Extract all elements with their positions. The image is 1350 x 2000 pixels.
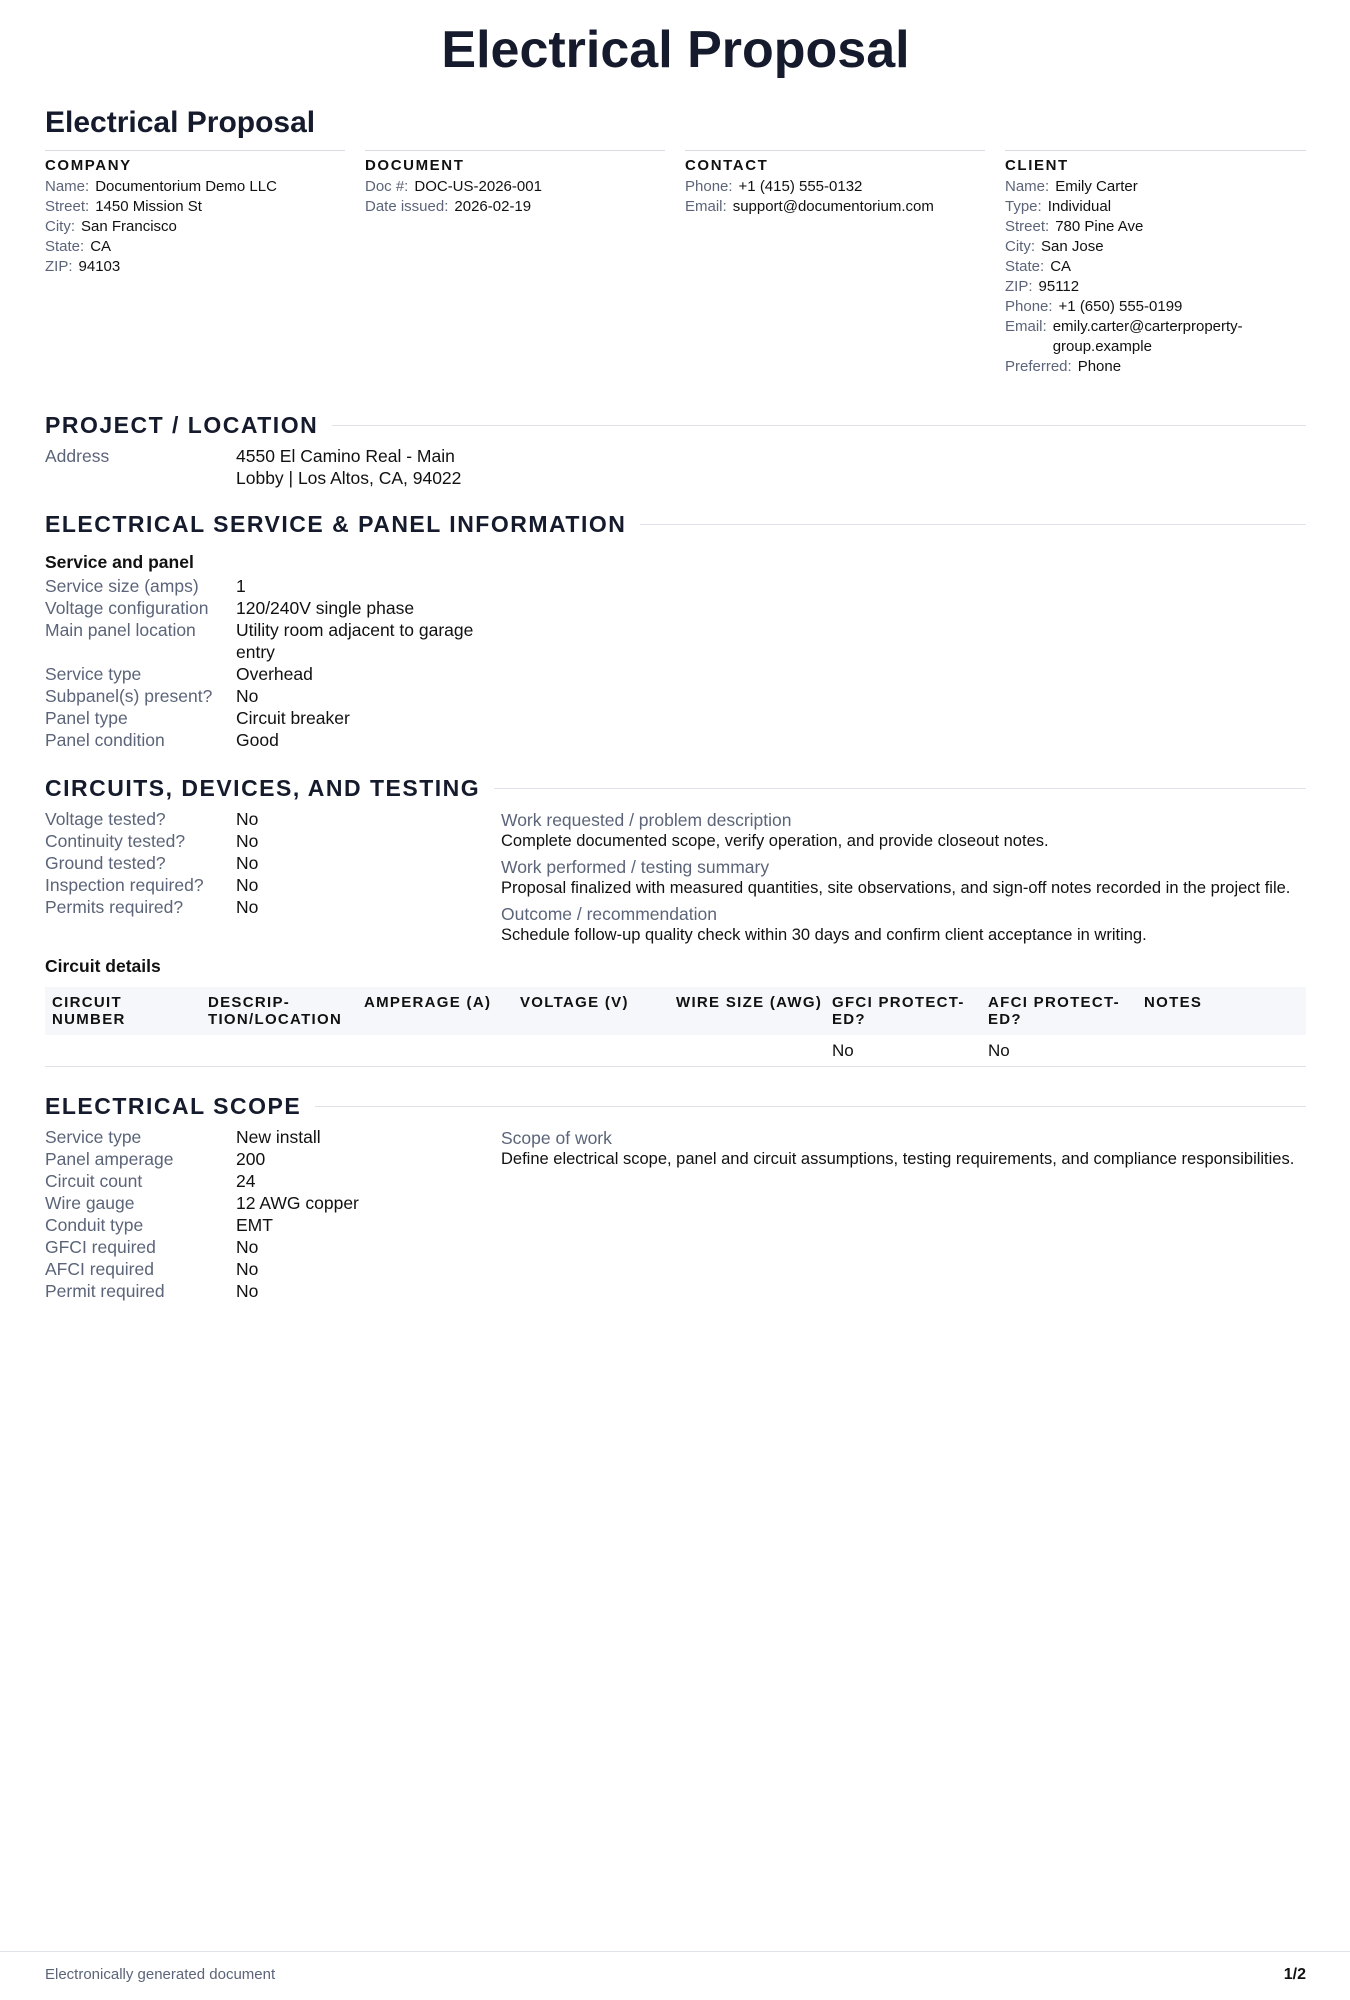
table-cell xyxy=(513,1035,669,1067)
field-row xyxy=(45,237,345,257)
field-label: Voltage configuration xyxy=(45,598,209,618)
field-label: Phone: xyxy=(685,178,733,195)
table-header-cell: AFCI PROTECT-ED? xyxy=(981,987,1137,1035)
company-heading: COMPANY xyxy=(45,157,132,174)
field-value: No xyxy=(236,831,259,851)
document-fields xyxy=(365,177,665,217)
field-label: Date issued: xyxy=(365,198,449,215)
client-fields xyxy=(1005,177,1306,377)
circuits-section xyxy=(45,775,1306,1067)
field-value: 12 AWG copper xyxy=(236,1193,359,1213)
field-label: Inspection required? xyxy=(45,875,204,895)
field-value: DOC-US-2026-001 xyxy=(414,178,542,195)
field-label: Doc #: xyxy=(365,178,409,195)
section-rule xyxy=(640,524,1306,525)
scope-section-title xyxy=(45,1093,1306,1120)
table-header-cell: VOLTAGE (V) xyxy=(513,987,669,1035)
circuit-details-heading: Circuit details xyxy=(45,956,161,976)
field-label: Street: xyxy=(45,198,90,215)
circuits-notes xyxy=(501,809,1306,950)
field-label: ZIP: xyxy=(1005,278,1033,295)
field-label: Voltage tested? xyxy=(45,809,166,829)
field-label: Wire gauge xyxy=(45,1193,135,1213)
field-row xyxy=(45,217,345,237)
field-row xyxy=(45,619,1306,663)
table-cell xyxy=(357,1035,513,1067)
field-label: City: xyxy=(1005,238,1035,255)
field-value: Phone xyxy=(1077,358,1122,375)
field-row xyxy=(1005,357,1306,377)
service-subheading: Service and panel xyxy=(45,552,194,572)
scope-of-work-text: Define electrical scope, panel and circuit assumptions, testing requirements, and compliance responsibilities. xyxy=(501,1150,1295,1168)
field-value: 780 Pine Ave xyxy=(1055,218,1144,235)
field-value: CA xyxy=(1050,258,1072,275)
service-section-title xyxy=(45,511,1306,538)
field-value: No xyxy=(236,809,259,829)
document-heading: DOCUMENT xyxy=(365,157,465,174)
field-value: No xyxy=(236,1281,259,1301)
table-cell xyxy=(669,1035,825,1067)
field-row xyxy=(45,663,1306,685)
field-value: Good xyxy=(236,730,279,750)
field-label: Preferred: xyxy=(1005,358,1072,375)
field-value: CA xyxy=(90,238,112,255)
work-performed-text: Proposal finalized with measured quantities, site observations, and sign-off notes recorded in the project file. xyxy=(501,879,1291,897)
field-row xyxy=(45,729,1306,751)
scope-section xyxy=(45,1093,1306,1302)
field-value: 2026-02-19 xyxy=(454,198,532,215)
field-value: +1 (415) 555-0132 xyxy=(738,178,863,195)
field-label: City: xyxy=(45,218,75,235)
field-label: ZIP: xyxy=(45,258,73,275)
field-label: Name: xyxy=(1005,178,1050,195)
field-row xyxy=(1005,177,1306,197)
info-columns xyxy=(45,150,1306,377)
project-title-text: PROJECT / LOCATION xyxy=(45,412,319,438)
field-label: Service type xyxy=(45,1127,142,1147)
service-fields xyxy=(45,575,1306,751)
company-block xyxy=(45,150,345,377)
field-label: Permits required? xyxy=(45,897,184,917)
circuit-details-table xyxy=(45,987,1306,1067)
work-requested-label: Work requested / problem description xyxy=(501,810,792,830)
field-value: Utility room adjacent to garage entry xyxy=(236,620,474,662)
scope-of-work-label: Scope of work xyxy=(501,1128,612,1148)
project-section xyxy=(45,412,1306,489)
field-value: 200 xyxy=(236,1149,266,1169)
field-row xyxy=(45,685,1306,707)
field-row xyxy=(45,177,345,197)
field-row xyxy=(45,1258,1306,1280)
contact-block xyxy=(685,150,985,377)
field-row xyxy=(45,1192,1306,1214)
footer-note: Electronically generated document xyxy=(45,1966,276,1983)
table-cell xyxy=(201,1035,357,1067)
field-row xyxy=(45,1280,1306,1302)
field-row xyxy=(365,197,665,217)
outcome-text: Schedule follow-up quality check within 30 days and confirm client acceptance in writing. xyxy=(501,926,1147,944)
field-value: No xyxy=(236,1237,259,1257)
field-label: Conduit type xyxy=(45,1215,144,1235)
document-page xyxy=(45,0,1306,2000)
table-cell: No xyxy=(825,1035,981,1067)
field-label: Subpanel(s) present? xyxy=(45,686,213,706)
field-value: 94103 xyxy=(78,258,121,275)
field-value: 24 xyxy=(236,1171,256,1191)
field-label: Email: xyxy=(685,198,727,215)
field-value: No xyxy=(236,1259,259,1279)
field-value: 120/240V single phase xyxy=(236,598,415,618)
work-requested-text: Complete documented scope, verify operation, and provide closeout notes. xyxy=(501,832,1049,850)
table-header-cell: DESCRIP-TION/LOCATION xyxy=(201,987,357,1035)
address-label: Address xyxy=(45,446,110,466)
field-value: No xyxy=(236,686,259,706)
field-value: Overhead xyxy=(236,664,313,684)
table-row xyxy=(45,1035,1306,1067)
field-value: +1 (650) 555-0199 xyxy=(1058,298,1183,315)
contact-fields xyxy=(685,177,985,217)
field-row xyxy=(45,1214,1306,1236)
company-fields xyxy=(45,177,345,277)
footer-rule xyxy=(0,1951,1350,1952)
field-value: No xyxy=(236,853,259,873)
field-value: Documentorium Demo LLC xyxy=(95,178,277,195)
field-row xyxy=(685,177,985,197)
field-row xyxy=(45,197,345,217)
field-value: Emily Carter xyxy=(1055,178,1138,195)
field-label: Phone: xyxy=(1005,298,1053,315)
field-row xyxy=(45,1236,1306,1258)
field-row xyxy=(1005,237,1306,257)
field-value: Individual xyxy=(1047,198,1112,215)
field-row xyxy=(1005,197,1306,217)
field-value: No xyxy=(236,875,259,895)
field-row xyxy=(1005,217,1306,237)
field-row xyxy=(45,257,345,277)
field-label: Street: xyxy=(1005,218,1050,235)
table-header-cell: NOTES xyxy=(1137,987,1306,1035)
field-value: No xyxy=(236,897,259,917)
circuits-section-title xyxy=(45,775,1306,802)
field-label: GFCI required xyxy=(45,1237,156,1257)
field-label: Type: xyxy=(1005,198,1042,215)
project-address-field xyxy=(45,445,1306,489)
client-block xyxy=(1005,150,1306,377)
document-block xyxy=(365,150,665,377)
address-value: 4550 El Camino Real - Main Lobby | Los Altos, CA, 94022 xyxy=(236,446,462,488)
contact-heading: CONTACT xyxy=(685,157,769,174)
service-title-text: ELECTRICAL SERVICE & PANEL INFORMATION xyxy=(45,511,627,537)
field-label: Service type xyxy=(45,664,142,684)
field-row xyxy=(45,575,1306,597)
field-label: Permit required xyxy=(45,1281,165,1301)
field-label: Panel condition xyxy=(45,730,165,750)
document-subtitle: Electrical Proposal xyxy=(45,106,316,139)
field-label: State: xyxy=(1005,258,1045,275)
service-section xyxy=(45,511,1306,751)
section-rule xyxy=(332,425,1306,426)
field-value: 1450 Mission St xyxy=(95,198,202,215)
field-label: AFCI required xyxy=(45,1259,154,1279)
circuits-title-text: CIRCUITS, DEVICES, AND TESTING xyxy=(45,775,481,801)
outcome-label: Outcome / recommendation xyxy=(501,904,717,924)
section-rule xyxy=(315,1106,1306,1107)
table-header-cell: GFCI PROTECT-ED? xyxy=(825,987,981,1035)
table-header-cell: AMPERAGE (A) xyxy=(357,987,513,1035)
table-cell: No xyxy=(981,1035,1137,1067)
page-number: 1/2 xyxy=(1283,1966,1306,1983)
field-value: emily.carter@carterproperty-group.example xyxy=(1052,318,1243,355)
field-value: San Jose xyxy=(1041,238,1104,255)
table-header-cell: CIRCUIT NUMBER xyxy=(45,987,201,1035)
field-label: Main panel location xyxy=(45,620,196,640)
field-row xyxy=(45,707,1306,729)
field-value: New install xyxy=(236,1127,321,1147)
scope-title-text: ELECTRICAL SCOPE xyxy=(45,1093,302,1119)
table-cell xyxy=(1137,1035,1306,1067)
field-label: Ground tested? xyxy=(45,853,166,873)
field-label: Panel type xyxy=(45,708,128,728)
client-heading: CLIENT xyxy=(1005,157,1069,174)
field-value: Circuit breaker xyxy=(236,708,350,728)
page-title: Electrical Proposal xyxy=(441,21,910,79)
project-section-title xyxy=(45,412,1306,439)
table-header-row xyxy=(45,987,1306,1035)
field-value: 95112 xyxy=(1038,278,1080,295)
field-row xyxy=(685,197,985,217)
field-value: San Francisco xyxy=(81,218,177,235)
field-value: support@documentorium.com xyxy=(732,198,934,215)
field-value: 1 xyxy=(236,576,246,596)
field-label: Panel amperage xyxy=(45,1149,174,1169)
field-row xyxy=(1005,297,1306,317)
field-row xyxy=(1005,317,1306,357)
work-performed-label: Work performed / testing summary xyxy=(501,857,770,877)
table-header-cell: WIRE SIZE (AWG) xyxy=(669,987,825,1035)
field-label: Continuity tested? xyxy=(45,831,186,851)
field-label: Circuit count xyxy=(45,1171,143,1191)
field-label: State: xyxy=(45,238,85,255)
table-body xyxy=(45,1035,1306,1067)
field-row xyxy=(1005,277,1306,297)
field-row xyxy=(45,597,1306,619)
field-label: Name: xyxy=(45,178,90,195)
field-value: EMT xyxy=(236,1215,273,1235)
table-cell xyxy=(45,1035,201,1067)
field-label: Service size (amps) xyxy=(45,576,199,596)
scope-notes xyxy=(501,1127,1306,1174)
field-row xyxy=(365,177,665,197)
section-rule xyxy=(494,788,1306,789)
field-label: Email: xyxy=(1005,318,1047,335)
field-row xyxy=(1005,257,1306,277)
